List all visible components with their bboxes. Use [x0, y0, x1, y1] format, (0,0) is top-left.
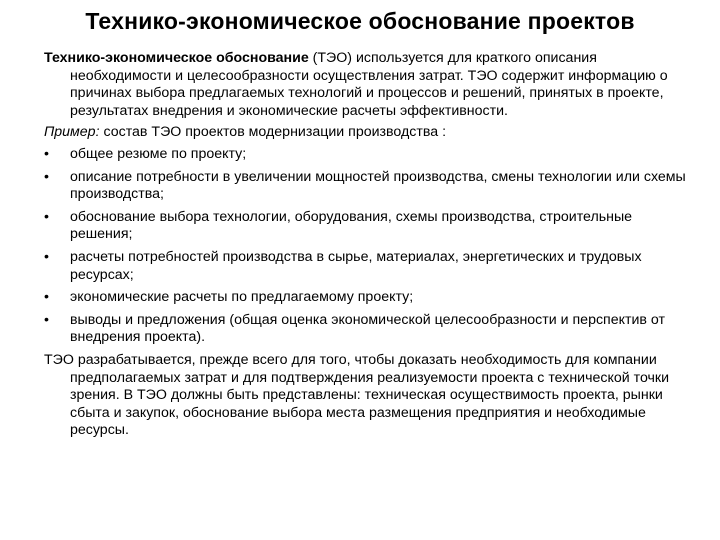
slide-body [44, 50, 694, 444]
list-item [44, 209, 694, 244]
list-item [44, 312, 694, 347]
list-item-text: обоснование выбора технологии, оборудования, схемы производства, строительные решения; [70, 208, 633, 243]
bullet-icon: • [44, 208, 49, 225]
list-item-text: расчеты потребностей производства в сырье, материалах, энергетических и трудовых ресурсах; [70, 248, 642, 283]
bullet-icon: • [44, 311, 49, 328]
bullet-icon: • [44, 168, 49, 185]
list-item [44, 169, 694, 204]
list-item [44, 289, 694, 307]
list-item-text: выводы и предложения (общая оценка экономической целесообразности и перспектив от внедрения проекта). [70, 311, 665, 346]
example-paragraph [44, 124, 694, 142]
example-label: Пример: [44, 124, 100, 141]
bullet-icon: • [44, 289, 49, 306]
intro-text: (ТЭО) используется для краткого описания необходимости и целесообразности осуществления затрат. ТЭО содержит информацию о причинах выбора предлагаемых технологий и процессов и решений, принятых в проекте, результатах внедрения и экономические расчеты эффективности. [70, 50, 668, 119]
list-item-text: общее резюме по проекту; [70, 145, 247, 162]
bullet-list [44, 146, 694, 347]
intro-paragraph [44, 50, 694, 120]
intro-term: Технико-экономическое обоснование [44, 50, 309, 66]
slide-title: Технико-экономическое обоснование проектов [85, 8, 635, 34]
bullet-icon: • [44, 145, 49, 162]
bullet-icon: • [44, 248, 49, 265]
list-item [44, 249, 694, 284]
closing-paragraph: ТЭО разрабатывается, прежде всего для того, чтобы доказать необходимость для компании предполагаемых затрат и для подтверждения реализуемости проекта с технической точки зрения. В ТЭО должны быть представлены: техническая осуществимость проекта, рынки сбыта и закупок, обоснование выбора места размещения предприятия и необходимые ресурсы. [44, 351, 670, 439]
list-item-text: описание потребности в увеличении мощностей производства, смены технологии или схемы производства; [70, 168, 686, 203]
example-text: состав ТЭО проектов модернизации производства : [99, 124, 447, 141]
list-item-text: экономические расчеты по предлагаемому проекту; [70, 289, 414, 306]
list-item [44, 146, 694, 164]
